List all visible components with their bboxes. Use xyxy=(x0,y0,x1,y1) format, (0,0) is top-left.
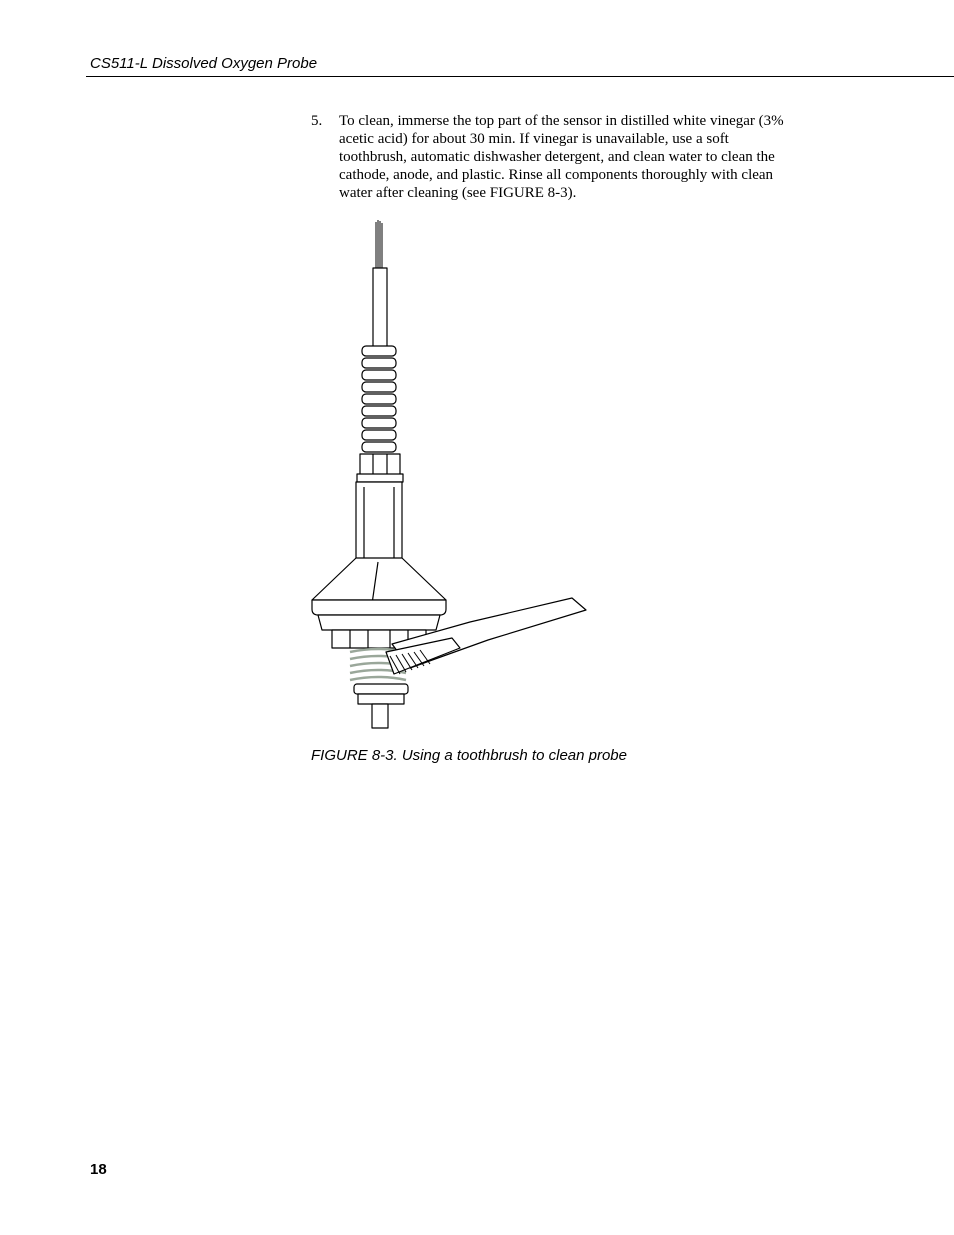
probe-body xyxy=(356,482,402,562)
probe-toothbrush-figure xyxy=(300,212,600,742)
cathode-tip xyxy=(372,704,388,728)
cable-nut xyxy=(360,454,400,476)
page-number: 18 xyxy=(90,1161,107,1178)
probe-illustration xyxy=(300,212,600,742)
step-text: To clean, immerse the top part of the sensor in distilled white vinegar (3% acetic acid) for about 30 min. If vinegar is unavailable, use a soft toothbrush, automatic dishwasher detergent, and clean water to clean the cathode, anode, and plastic. Rinse all components thoroughly with clean water after cleaning (see FIGURE 8-3). xyxy=(339,113,784,201)
strain-relief-spring xyxy=(362,346,396,452)
probe-flange xyxy=(312,600,446,615)
lower-nut xyxy=(354,684,408,694)
header-rule xyxy=(86,76,954,77)
threaded-tip xyxy=(358,694,404,704)
figure-caption: FIGURE 8-3. Using a toothbrush to clean probe xyxy=(311,747,627,764)
probe-cone xyxy=(312,558,446,600)
cleaning-step xyxy=(311,112,811,202)
step-number: 5. xyxy=(311,113,323,129)
running-header-title: CS511-L Dissolved Oxygen Probe xyxy=(90,55,318,72)
cable-wires xyxy=(376,220,382,270)
probe-collar xyxy=(318,615,440,630)
cable xyxy=(373,268,387,348)
